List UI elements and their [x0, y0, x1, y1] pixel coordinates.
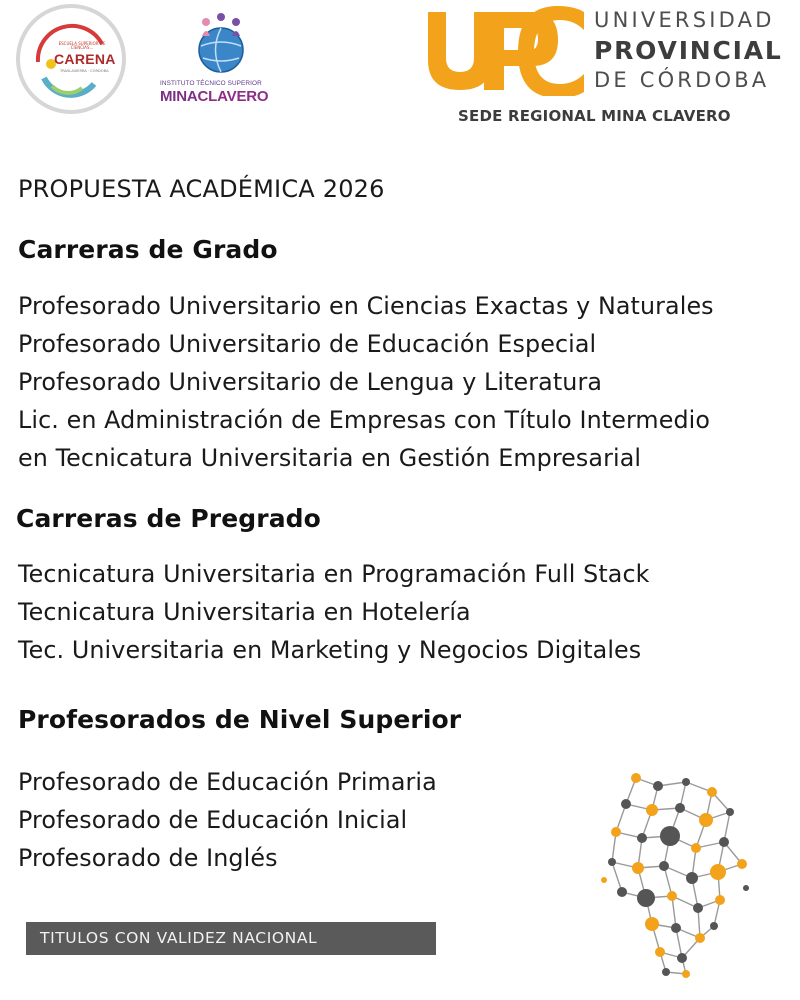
- itsmc-mina: MINA: [160, 88, 198, 105]
- section-heading-grado: Carreras de Grado: [18, 235, 278, 264]
- upc-monogram-icon: [426, 6, 586, 96]
- list-item: Profesorado Universitario de Educación Especial: [18, 330, 597, 358]
- list-item: Tec. Universitaria en Marketing y Negocios Digitales: [18, 636, 642, 664]
- section-heading-superior: Profesorados de Nivel Superior: [18, 705, 462, 734]
- itsmc-logo: [160, 12, 280, 112]
- carena-name: CARENA: [54, 51, 116, 67]
- carena-sub-text: TRASLASIERRA · CÓRDOBA: [60, 69, 109, 73]
- section-heading-pregrado: Carreras de Pregrado: [16, 504, 321, 533]
- itsmc-name: [160, 88, 268, 105]
- list-item: Lic. en Administración de Empresas con Título Intermedio: [18, 406, 711, 434]
- list-item: Profesorado Universitario de Lengua y Literatura: [18, 368, 603, 396]
- carena-logo: [16, 4, 126, 114]
- upc-line3: DE CÓRDOBA: [594, 68, 770, 92]
- carena-small-text: ESCUELA SUPERIOR DE CIENCIAS...: [58, 41, 106, 50]
- list-item: Profesorado de Educación Primaria: [18, 768, 437, 796]
- itsmc-institute-text: INSTITUTO TÉCNICO SUPERIOR: [160, 80, 262, 87]
- network-head-icon: [596, 768, 766, 978]
- validity-badge: TITULOS CON VALIDEZ NACIONAL: [26, 922, 436, 955]
- course-list-superior: [18, 763, 437, 877]
- itsmc-clavero: CLAVERO: [197, 88, 269, 105]
- course-list-grado: [18, 287, 714, 477]
- list-item: Profesorado de Educación Inicial: [18, 806, 408, 834]
- list-item: Tecnicatura Universitaria en Programación Full Stack: [18, 560, 650, 588]
- page-title: PROPUESTA ACADÉMICA 2026: [18, 175, 385, 203]
- list-item: Tecnicatura Universitaria en Hotelería: [18, 598, 471, 626]
- sede-label: SEDE REGIONAL MINA CLAVERO: [458, 107, 731, 125]
- globe-people-icon: [188, 12, 252, 76]
- list-item: Profesorado Universitario en Ciencias Exactas y Naturales: [18, 292, 714, 320]
- list-item: en Tecnicatura Universitaria en Gestión Empresarial: [18, 444, 642, 472]
- upc-line1: UNIVERSIDAD: [594, 8, 775, 32]
- list-item: Profesorado de Inglés: [18, 844, 278, 872]
- upc-line2: PROVINCIAL: [594, 36, 783, 65]
- course-list-pregrado: [18, 555, 650, 669]
